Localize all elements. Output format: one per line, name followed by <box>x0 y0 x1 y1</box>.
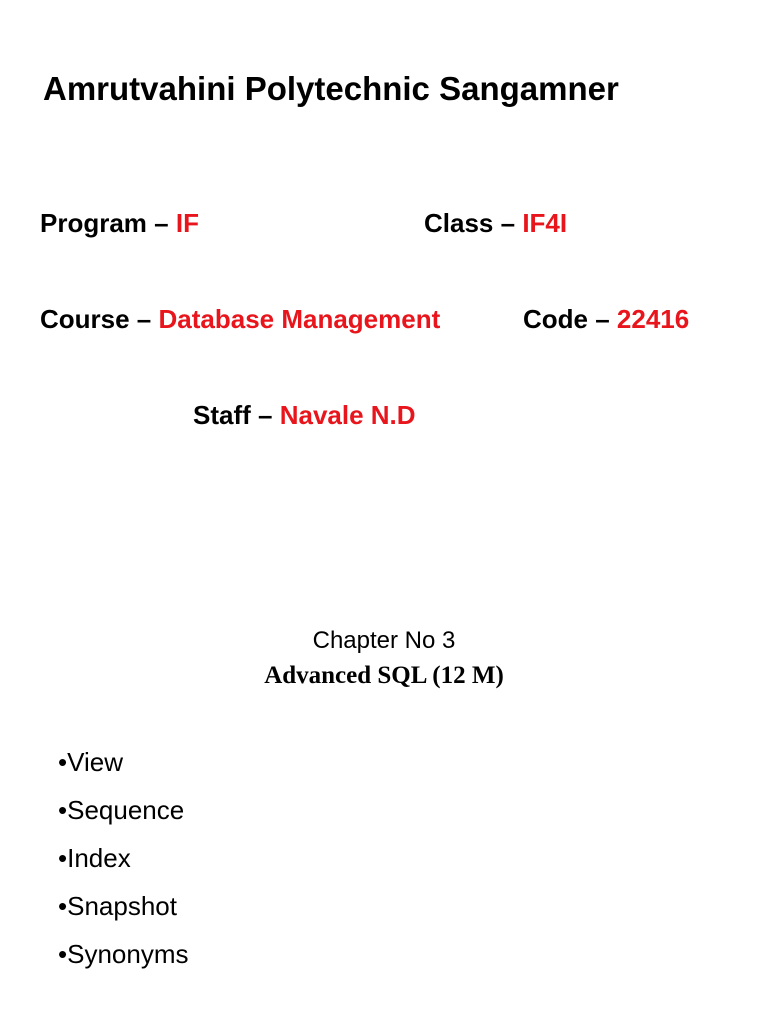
class-field <box>424 208 567 239</box>
program-value: IF <box>175 208 199 238</box>
program-field <box>40 208 199 239</box>
topic-item-index: •Index <box>58 843 131 873</box>
class-value: IF4I <box>522 208 568 238</box>
course-label: Course – <box>40 304 152 334</box>
staff-label: Staff – <box>193 400 273 430</box>
code-label: Code – <box>523 304 610 334</box>
staff-value: Navale N.D <box>279 400 416 430</box>
class-label: Class – <box>424 208 516 238</box>
topic-item-synonyms: •Synonyms <box>58 939 189 969</box>
topic-item-snapshot: •Snapshot <box>58 891 177 921</box>
slide-title: Amrutvahini Polytechnic Sangamner <box>43 70 619 107</box>
topic-list <box>58 738 188 978</box>
code-value: 22416 <box>616 304 690 334</box>
course-field <box>40 304 440 335</box>
code-field <box>523 304 689 335</box>
chapter-number: Chapter No 3 <box>312 627 456 654</box>
topic-item-sequence: •Sequence <box>58 795 185 825</box>
course-value: Database Management <box>158 304 441 334</box>
topic-item-view: •View <box>58 747 123 777</box>
program-label: Program – <box>40 208 169 238</box>
chapter-title: Advanced SQL (12 M) <box>264 662 504 689</box>
staff-field <box>193 400 416 431</box>
